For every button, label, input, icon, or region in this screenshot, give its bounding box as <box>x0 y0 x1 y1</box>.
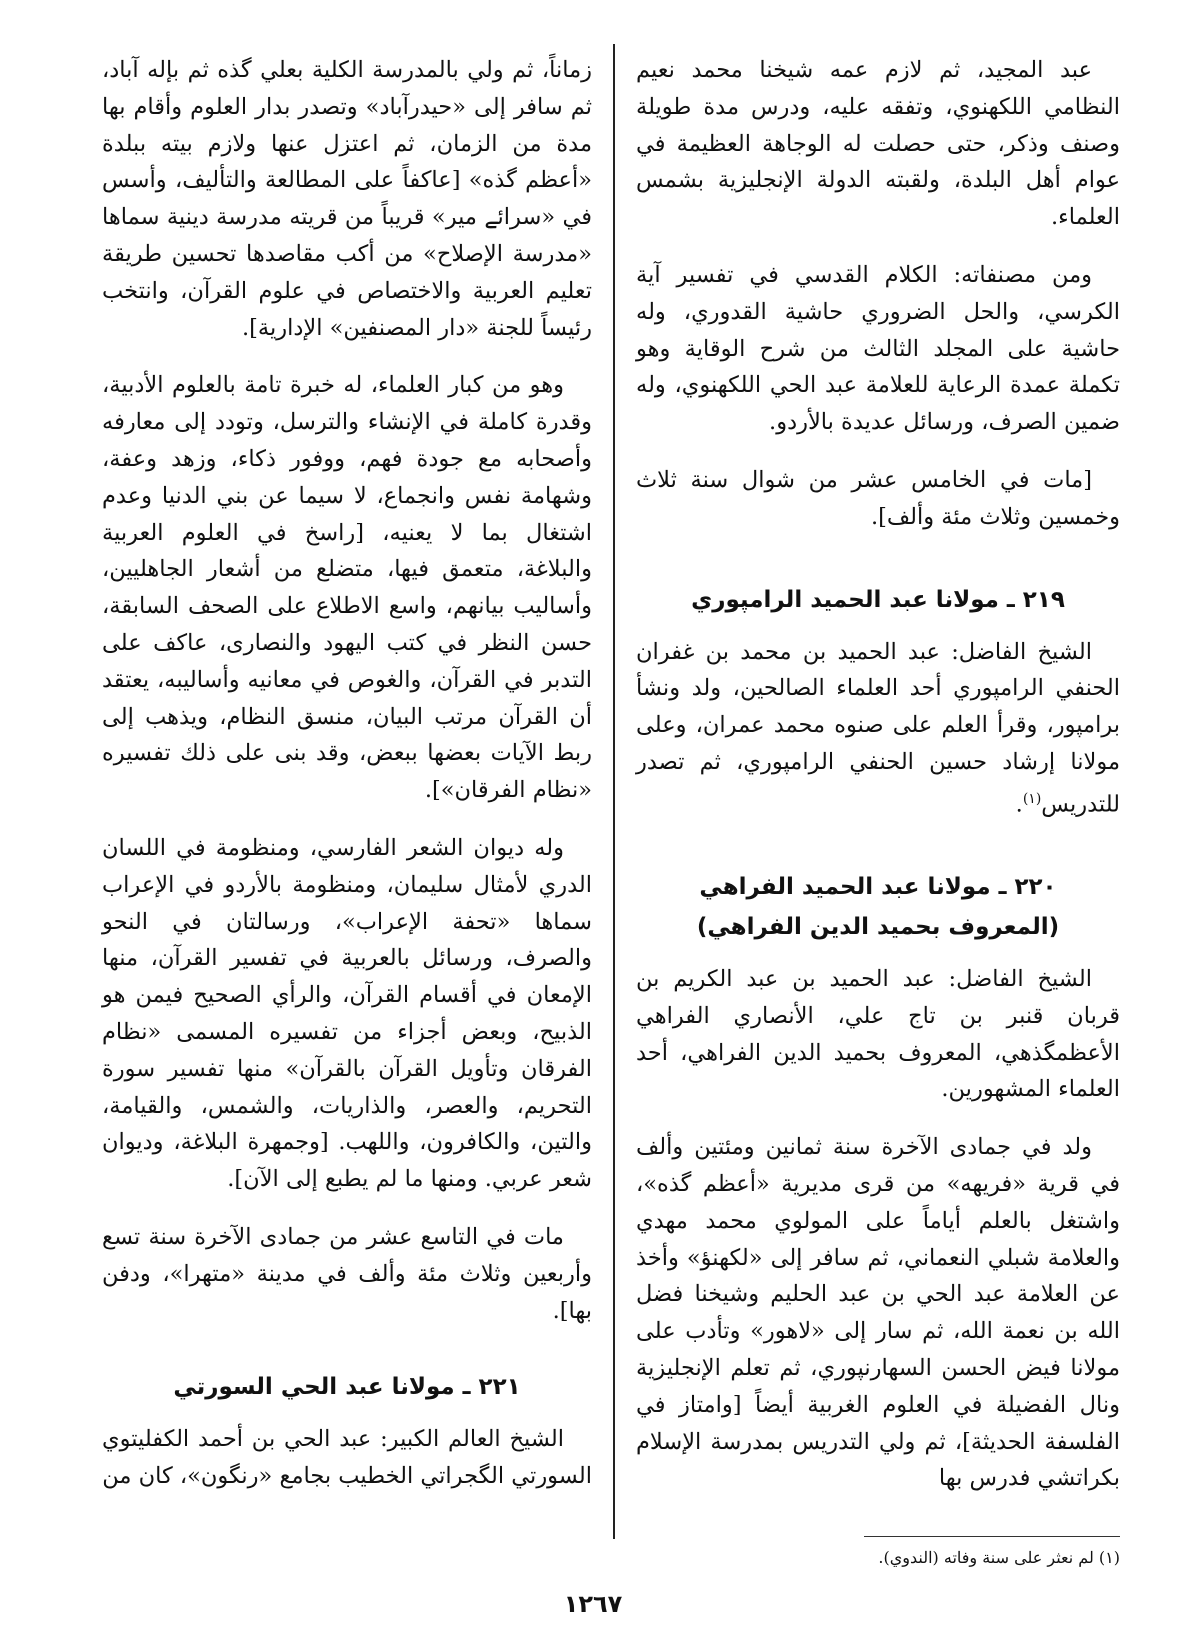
page-number: ١٢٦٧ <box>563 1590 623 1618</box>
paragraph: الشيخ الفاضل: عبد الحميد بن عبد الكريم بن قربان قنبر بن تاج علي، الأنصاري الفراهي الأعظمگذهي، المعروف بحميد الدين الفراهي، أحد العلماء المشهورين. <box>636 966 1120 1103</box>
column-divider <box>613 44 615 1539</box>
paragraph-text: الشيخ الفاضل: عبد الحميد بن محمد بن غفران الحنفي الرامپوري أحد العلماء الصالحين، ولد ونشأ برامپور، وقرأ العلم على صنوه محمد عمران، وعلى مولانا إرشاد حسين الحنفي الرامپوري، ثم تصدر للتدريس <box>636 638 1120 818</box>
paragraph: ولد في جمادى الآخرة سنة ثمانين ومئتين وألف في قرية «فريهه» من قرى مديرية «أعظم گذه»، واشتغل بالعلم أياماً على المولوي محمد مهدي والعلامة شبلي النعماني، ثم سافر إلى «لكهنؤ» وأخذ عن العلامة عبد الحي بن عبد الحليم وشيخنا فضل الله بن نعمة الله، ثم سار إلى «لاهور» وتأدب على مولانا فيض الحسن السهارنپوري، ثم تعلم الإنجليزية ونال الفضيلة في العلوم الغربية أيضاً [وامتاز في الفلسفة الحديثة]، ثم ولي التدريس بمدرسة الإسلام بكراتشي فدرس بها <box>636 1134 1120 1492</box>
paragraph: مات في التاسع عشر من جمادى الآخرة سنة تسع وأربعين وثلاث مئة وألف في مدينة «متهرا»، ودفن بها]. <box>102 1223 592 1324</box>
left-column <box>102 52 592 1516</box>
paragraph: زماناً، ثم ولي بالمدرسة الكلية بعلي گذه ثم بإله آباد، ثم سافر إلى «حيدرآباد» وتصدر بدار العلوم وأقام بها مدة من الزمان، ثم اعتزل عنها ولازم بيته ببلدة «أعظم گذه» [عاكفاً على المطالعة والتأليف، وأسس في «سرائے مير» قريباً من قريته مدرسة دينية سماها «مدرسة الإصلاح» من أكب مقاصدها تحسين طريقة تعليم العربية والاختصاص في علوم القرآن، وانتخب رئيساً للجنة «دار المصنفين» الإدارية]. <box>102 57 592 341</box>
paragraph: [مات في الخامس عشر من شوال سنة ثلاث وخمسين وثلاث مئة وألف]. <box>636 466 1120 530</box>
footnote: (١) لم نعثر على سنة وفاته (الندوي). <box>878 1548 1120 1567</box>
paragraph: عبد المجيد، ثم لازم عمه شيخنا محمد نعيم النظامي اللكهنوي، وتفقه عليه، ودرس مدة طويلة وصنف وذكر، حتى حصلت له الوجاهة العظيمة في عوام أهل البلدة، ولقبته الدولة الإنجليزية بشمس العلماء. <box>636 57 1120 231</box>
paragraph: وهو من كبار العلماء، له خبرة تامة بالعلوم الأدبية، وقدرة كاملة في الإنشاء والترسل، وتودد إلى معارفه وأصحابه مع جودة فهم، ووفور ذكاء، وزهد وعفة، وشهامة نفس وانجماع، لا سيما عن بني الدنيا وعدم اشتغال بما لا يعنيه، [راسخ في العلوم العربية والبلاغة، متعمق فيها، متضلع من أشعار الجاهليين، وأساليب بيانهم، واسع الاطلاع على الصحف السابقة، حسن النظر في كتب اليهود والنصارى، عاكف على التدبر في القرآن، والغوص في معانيه وأساليبه، يعتقد أن القرآن مرتب البيان، منسق النظام، ويذهب إلى ربط الآيات بعضها ببعض، وقد بنى على ذلك تفسيره «نظام الفرقان»]. <box>102 372 592 804</box>
entry-heading-219: ٢١٩ ـ مولانا عبد الحميد الرامپوري <box>691 586 1065 613</box>
paragraph: ومن مصنفاته: الكلام القدسي في تفسير آية الكرسي، والحل الضروري حاشية القدوري، وله حاشية على المجلد الثالث من شرح الوقاية وهو تكملة عمدة الرعاية للعلامة عبد الحي اللكهنوي، وله ضمين الصرف، ورسائل عديدة بالأردو. <box>636 261 1120 436</box>
paragraph: الشيخ العالم الكبير: عبد الحي بن أحمد الكفليتوي السورتي الگجراتي الخطيب بجامع «رنگون»، كان من <box>102 1426 592 1490</box>
entry-subheading-220: (المعروف بحميد الدين الفراهي) <box>696 914 1060 941</box>
paragraph <box>636 634 1120 823</box>
footnote-rule <box>864 1536 1120 1537</box>
right-column <box>636 52 1120 1518</box>
paragraph: وله ديوان الشعر الفارسي، ومنظومة في اللسان الدري لأمثال سليمان، ومنظومة بالأردو في الإعراب سماها «تحفة الإعراب»، ورسالتان في النحو والصرف، ورسائل بالعربية في تفسير القرآن، منها الإمعان في أقسام القرآن، والرأي الصحيح فيمن هو الذبيح، وبعض أجزاء من تفسيره المسمى «نظام الفرقان وتأويل القرآن بالقرآن» منها تفسير سورة التحريم، والعصر، والذاريات، والشمس، والقيامة، والتين، والكافرون، واللهب. [وجمهرة البلاغة، وديوان شعر عربي. ومنها ما لم يطبع إلى الآن]. <box>102 834 592 1193</box>
entry-heading-221: ٢٢١ ـ مولانا عبد الحي السورتي <box>173 1374 521 1401</box>
footnote-reference: (١) <box>1022 790 1042 807</box>
entry-heading-220: ٢٢٠ ـ مولانا عبد الحميد الفراهي <box>699 874 1057 901</box>
paragraph-end: . <box>1015 791 1023 818</box>
